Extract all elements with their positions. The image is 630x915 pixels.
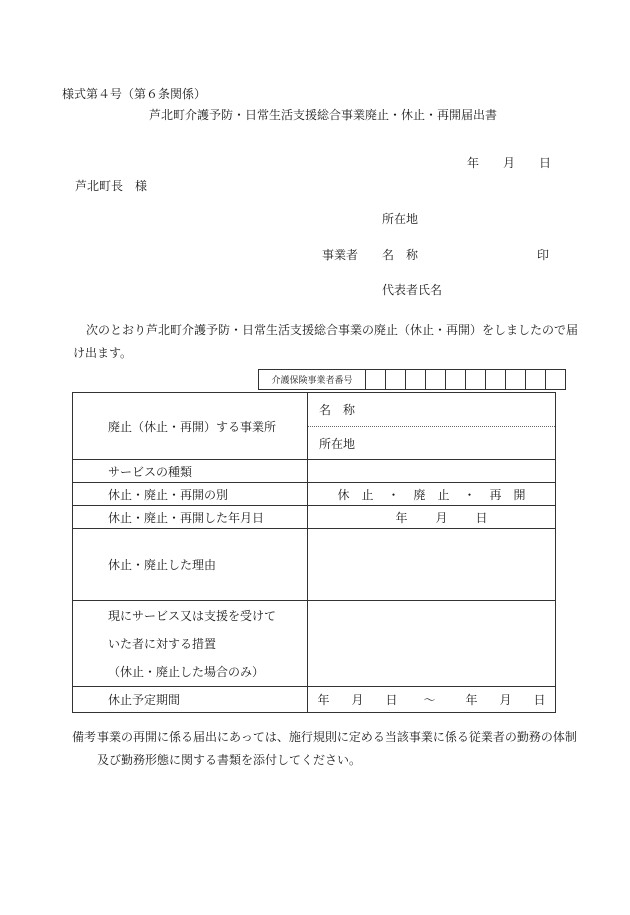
table-row (73, 529, 555, 601)
applicant-name-label: 名 称 (382, 248, 419, 262)
service-type-field[interactable] (308, 460, 555, 482)
period-end-year: 年 (465, 693, 478, 707)
period-start-year: 年 (317, 693, 330, 707)
insurance-number-cell[interactable] (406, 370, 426, 389)
service-type-label: サービスの種類 (73, 460, 308, 482)
period-end-month: 月 (499, 693, 512, 707)
office-name-label: 名 称 (319, 403, 356, 417)
option-suspend[interactable]: 休 止 (337, 487, 374, 502)
applicant-address-label: 所在地 (382, 212, 419, 226)
insurance-number-cell[interactable] (546, 370, 565, 389)
measures-label (73, 601, 308, 686)
measures-line: （休止・廃止した場合のみ） (108, 664, 265, 679)
event-date-day: 日 (475, 510, 488, 525)
seal-mark: 印 (537, 248, 550, 262)
option-separator: ・ (463, 487, 476, 502)
table-row (73, 506, 555, 529)
category-label: 休止・廃止・再開の別 (73, 483, 308, 505)
insurance-number-cell[interactable] (526, 370, 546, 389)
remarks (72, 726, 577, 772)
reason-label: 休止・廃止した理由 (73, 529, 308, 600)
table-row (73, 393, 555, 460)
insurance-number-label: 介護保険事業者番号 (259, 370, 366, 389)
date-year: 年 (467, 156, 480, 170)
period-field[interactable] (308, 687, 555, 712)
office-fields (308, 393, 555, 459)
date-day: 日 (539, 156, 552, 170)
option-separator: ・ (387, 487, 400, 502)
period-end-day: 日 (533, 693, 546, 707)
office-label: 廃止（休止・再開）する事業所 (73, 393, 308, 459)
date-month: 月 (503, 156, 516, 170)
body-text: 次のとおり芦北町介護予防・日常生活支援総合事業の廃止（休止・再開）をしましたので届け出ます。 (73, 323, 579, 360)
event-date-label: 休止・廃止・再開した年月日 (73, 506, 308, 528)
office-address-label: 所在地 (319, 436, 356, 451)
measures-line: 現にサービス又は支援を受けて (108, 608, 277, 623)
document-title: 芦北町介護予防・日常生活支援総合事業廃止・休止・再開届出書 (149, 108, 498, 122)
table-row (73, 460, 555, 483)
period-separator: ～ (423, 693, 436, 707)
reason-field[interactable] (308, 529, 555, 600)
remarks-head: 備考 (72, 730, 97, 744)
option-abolish[interactable]: 廃 止 (413, 487, 450, 502)
measures-field[interactable] (308, 601, 555, 686)
event-date-month: 月 (435, 510, 448, 525)
insurance-number-cell[interactable] (506, 370, 526, 389)
insurance-number-cell[interactable] (386, 370, 406, 389)
insurance-number-cell[interactable] (486, 370, 506, 389)
table-row (73, 687, 555, 712)
form-table (72, 392, 556, 713)
measures-line: いた者に対する措置 (108, 636, 217, 651)
office-address-field[interactable] (308, 426, 555, 459)
form-number: 様式第４号（第６条関係） (62, 87, 207, 101)
applicant-business-label: 事業者 (322, 248, 359, 262)
insurance-number-cell[interactable] (366, 370, 386, 389)
insurance-number-strip (258, 369, 566, 390)
period-start-day: 日 (385, 693, 398, 707)
insurance-number-cell[interactable] (426, 370, 446, 389)
option-resume[interactable]: 再 開 (489, 487, 526, 502)
remarks-text: 事業の再開に係る届出にあっては、施行規則に定める当該事業に係る従業者の勤務の体制及び勤務形態に関する書類を添付してください。 (97, 730, 577, 767)
office-name-field[interactable] (308, 393, 555, 426)
table-row (73, 601, 555, 687)
submission-date (467, 157, 551, 169)
insurance-number-cell[interactable] (466, 370, 486, 389)
insurance-number-cell[interactable] (446, 370, 466, 389)
event-date-field[interactable] (308, 506, 555, 528)
table-row (73, 483, 555, 506)
representative-label: 代表者氏名 (382, 283, 443, 297)
event-date-year: 年 (395, 510, 408, 525)
period-label: 休止予定期間 (73, 687, 308, 712)
addressee: 芦北町長 様 (75, 179, 148, 193)
period-start-month: 月 (351, 693, 364, 707)
category-options (308, 483, 555, 505)
